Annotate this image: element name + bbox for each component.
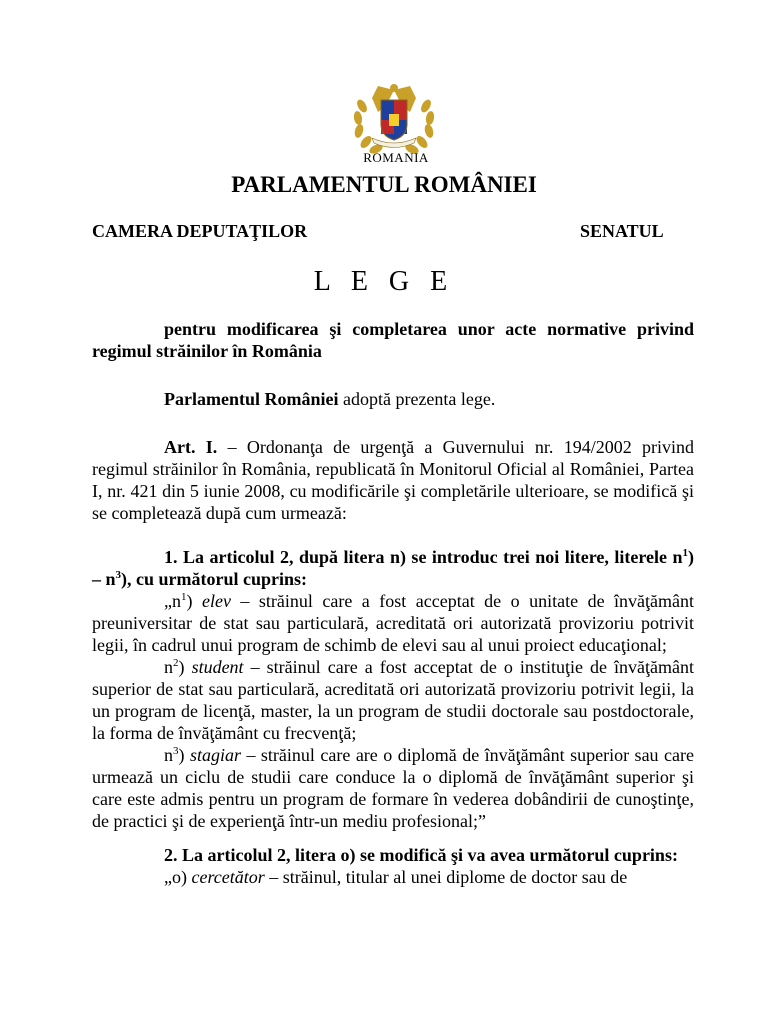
chamber-senate: SENATUL: [580, 221, 664, 241]
term-cercetator: cercetător: [191, 867, 265, 887]
document-body: [92, 318, 694, 888]
article-label: Art. I.: [164, 437, 218, 457]
point-one-heading: 1. La articolul 2, după litera n) se introduc trei noi litere, literele $n^1) - n^3$), cu următorul cuprins:: [92, 547, 694, 589]
term-stagiar: stagiar: [189, 745, 241, 765]
term-student: student: [191, 657, 244, 677]
crest-label: ROMANIA: [363, 150, 429, 165]
definition-student: $n^2$) student – străinul care a fost acceptat de o instituţie de învăţământ superior de stat sau particulară, acreditată ori autorizată provizoriu potrivit legii, la un program de licenţă, master, la un program de studii doctorale sau postdoctorale, la forma de învăţământ cu frecvenţă;: [92, 657, 695, 743]
law-title: pentru modificarea şi completarea unor acte normative privind regimul străinilor în România: [92, 319, 694, 361]
point-two-heading: 2. La articolul 2, litera o) se modifică şi va avea următorul cuprins:: [164, 845, 678, 865]
adoption-subject: Parlamentul României: [164, 389, 339, 409]
adoption-statement: [92, 388, 694, 410]
chamber-deputies: CAMERA DEPUTAŢILOR: [92, 221, 308, 241]
article-one: [92, 436, 694, 524]
adoption-text: adoptă prezenta lege.: [338, 389, 496, 409]
document-type: L E G E: [313, 266, 455, 297]
term-elev: elev: [201, 591, 231, 611]
definition-elev: $„n^1$) elev – străinul care a fost acceptat de o unitate de învăţământ preuniversitar de stat sau particulară, acreditată ori autorizată provizoriu potrivit legii, în cadrul unui program de schimb de elevi sau al unui proiect educaţional;: [92, 591, 695, 655]
parliament-title: PARLAMENTUL ROMÂNIEI: [231, 172, 537, 197]
article-text: – Ordonanţa de urgenţă a Guvernului nr. 194/2002 privind regimul străinilor în România, republicată în Monitorul Oficial al României, Partea I, nr. 421 din 5 iunie 2008, cu modificările şi completările ulterioare, se modifică şi se completează după cum urmează:: [92, 437, 694, 523]
definition-stagiar: $n^3$) stagiar – străinul care are o diplomă de învăţământ superior sau care urmează un ciclu de studii care conduce la o diplomă de învăţământ superior şi care este admis pentru un program de formare în vederea dobândirii de cunoştinţe, de practici şi de experienţă într-un mediu profesional;”: [92, 745, 694, 831]
definition-cercetator: „o) cercetător – străinul, titular al unei diplome de doctor sau de: [164, 867, 628, 887]
